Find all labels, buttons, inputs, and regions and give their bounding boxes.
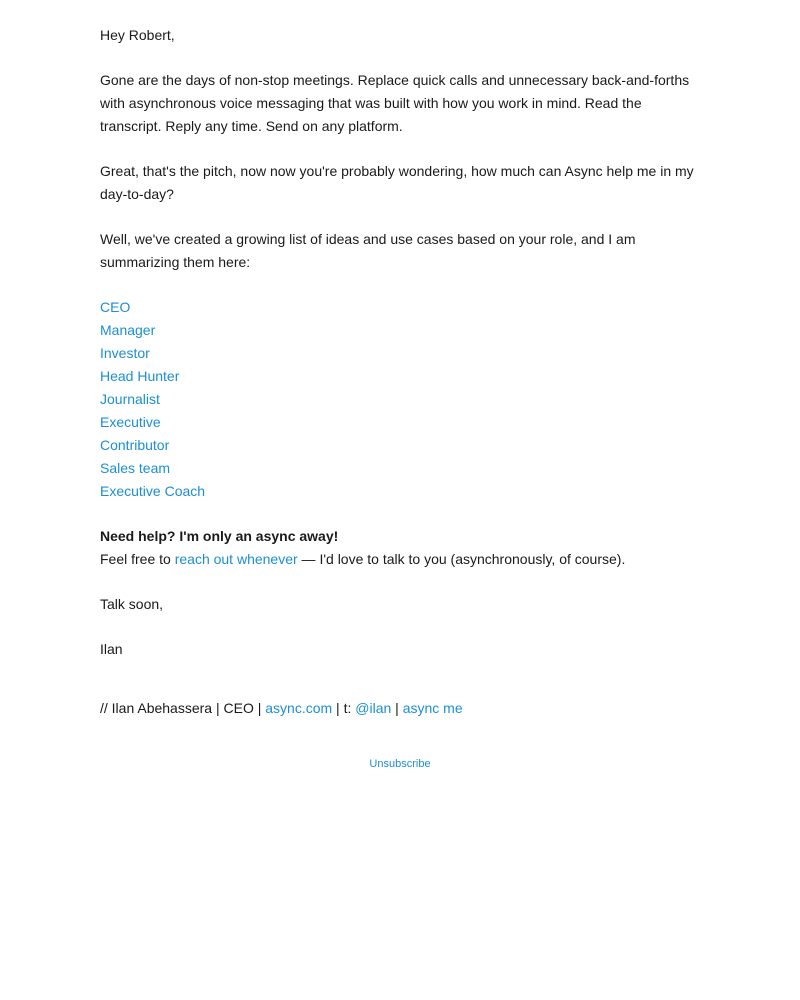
signature-prefix: // Ilan Abehassera | CEO | xyxy=(100,700,266,716)
role-link-executive-coach[interactable]: Executive Coach xyxy=(100,483,206,499)
list-item xyxy=(100,365,700,388)
help-paragraph xyxy=(100,548,700,571)
role-link-journalist[interactable]: Journalist xyxy=(100,391,160,407)
role-link-contributor[interactable]: Contributor xyxy=(100,437,170,453)
list-item xyxy=(100,388,700,411)
signature xyxy=(100,697,700,720)
list-item xyxy=(100,411,700,434)
list-item xyxy=(100,296,700,319)
list-item xyxy=(100,342,700,365)
list-item xyxy=(100,434,700,457)
help-section xyxy=(100,525,700,571)
twitter-link[interactable]: @ilan xyxy=(355,700,392,716)
role-link-investor[interactable]: Investor xyxy=(100,345,150,361)
closing: Talk soon, xyxy=(100,596,164,612)
greeting: Hey Robert, xyxy=(100,27,175,43)
help-suffix: — I'd love to talk to you (asynchronously, of course). xyxy=(297,551,626,567)
pitch-paragraph: Great, that's the pitch, now now you're probably wondering, how much can Async help me in my day-to-day? xyxy=(100,163,694,202)
role-list xyxy=(100,296,700,503)
list-item xyxy=(100,319,700,342)
help-heading: Need help? I'm only an async away! xyxy=(100,528,339,544)
role-link-executive[interactable]: Executive xyxy=(100,414,161,430)
role-link-manager[interactable]: Manager xyxy=(100,322,156,338)
unsubscribe-link[interactable]: Unsubscribe xyxy=(369,758,431,770)
intro-paragraph: Gone are the days of non-stop meetings. Replace quick calls and unnecessary back-and-forths with asynchronous voice messaging that was built with how you work in mind. Read the transcript. Reply any time. Send on any platform. xyxy=(100,72,690,134)
reach-out-link[interactable]: reach out whenever xyxy=(174,551,298,567)
sender-name: Ilan xyxy=(100,641,123,657)
signature-separator: | xyxy=(391,700,403,716)
footer xyxy=(0,754,800,774)
list-intro-paragraph: Well, we've created a growing list of ideas and use cases based on your role, and I am summarizing them here: xyxy=(100,231,636,270)
role-link-ceo[interactable]: CEO xyxy=(100,299,131,315)
role-link-sales-team[interactable]: Sales team xyxy=(100,460,171,476)
twitter-prefix: | t: xyxy=(332,700,356,716)
list-item xyxy=(100,480,700,503)
help-prefix: Feel free to xyxy=(100,551,175,567)
email-body xyxy=(100,24,700,720)
list-item xyxy=(100,457,700,480)
role-link-head-hunter[interactable]: Head Hunter xyxy=(100,368,180,384)
site-link[interactable]: async.com xyxy=(265,700,333,716)
async-me-link[interactable]: async me xyxy=(402,700,463,716)
